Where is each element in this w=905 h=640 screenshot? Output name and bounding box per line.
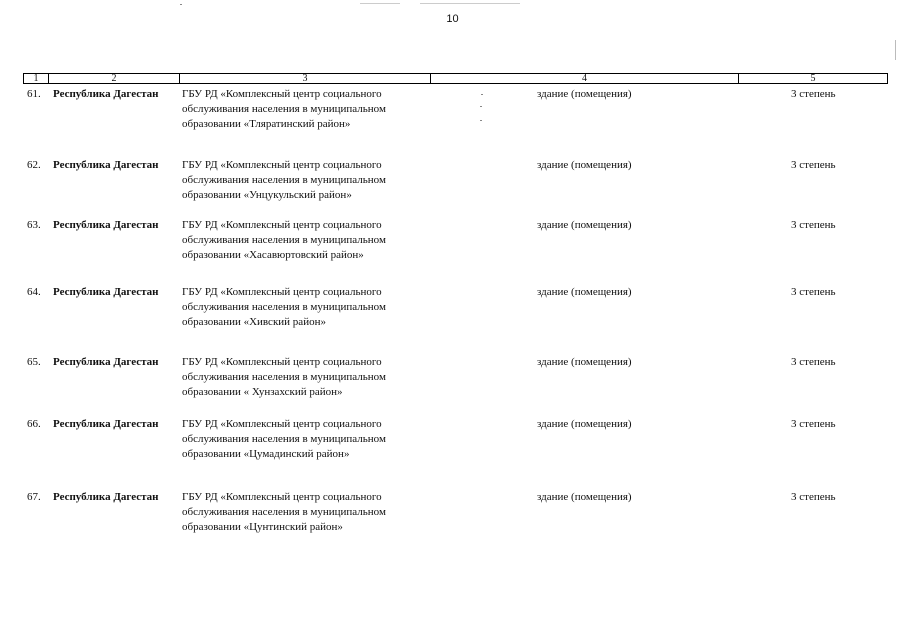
column-header-3: 3 xyxy=(180,74,431,84)
hazard-class: 3 степень xyxy=(791,356,836,368)
row-number: 65. xyxy=(27,356,41,368)
column-header-4: 4 xyxy=(431,74,739,84)
region-name: Республика Дагестан xyxy=(53,219,159,231)
organization-line: обслуживания населения в муниципальном xyxy=(182,174,386,186)
organization-line: ГБУ РД «Комплексный центр социального xyxy=(182,286,382,298)
region-name: Республика Дагестан xyxy=(53,491,159,503)
scan-speck xyxy=(895,40,896,60)
object-type: здание (помещения) xyxy=(537,286,632,298)
organization-line: ГБУ РД «Комплексный центр социального xyxy=(182,159,382,171)
region-name: Республика Дагестан xyxy=(53,356,159,368)
organization-line: образовании «Унцукульский район» xyxy=(182,189,352,201)
organization-name xyxy=(182,490,412,535)
region-name: Республика Дагестан xyxy=(53,88,159,100)
scan-speck xyxy=(481,94,483,95)
organization-name xyxy=(182,355,412,400)
column-header-table xyxy=(23,73,888,84)
organization-line: обслуживания населения в муниципальном xyxy=(182,506,386,518)
organization-line: обслуживания населения в муниципальном xyxy=(182,103,386,115)
row-number: 61. xyxy=(27,88,41,100)
organization-line: образовании «Хивский район» xyxy=(182,316,326,328)
row-number: 64. xyxy=(27,286,41,298)
scan-speck xyxy=(420,3,520,4)
hazard-class: 3 степень xyxy=(791,491,836,503)
row-number: 62. xyxy=(27,159,41,171)
organization-line: обслуживания населения в муниципальном xyxy=(182,301,386,313)
organization-name xyxy=(182,218,412,263)
scan-speck xyxy=(480,120,482,121)
organization-line: ГБУ РД «Комплексный центр социального xyxy=(182,88,382,100)
organization-line: образовании «Тляратинский район» xyxy=(182,118,351,130)
object-type: здание (помещения) xyxy=(537,356,632,368)
region-name: Республика Дагестан xyxy=(53,286,159,298)
organization-line: обслуживания населения в муниципальном xyxy=(182,433,386,445)
hazard-class: 3 степень xyxy=(791,219,836,231)
page-number: 10 xyxy=(446,13,459,25)
hazard-class: 3 степень xyxy=(791,88,836,100)
organization-line: ГБУ РД «Комплексный центр социального xyxy=(182,491,382,503)
region-name: Республика Дагестан xyxy=(53,418,159,430)
organization-name xyxy=(182,87,412,132)
hazard-class: 3 степень xyxy=(791,418,836,430)
organization-line: ГБУ РД «Комплексный центр социального xyxy=(182,356,382,368)
organization-name xyxy=(182,158,412,203)
column-header-1: 1 xyxy=(24,74,49,84)
organization-name xyxy=(182,285,412,330)
organization-line: ГБУ РД «Комплексный центр социального xyxy=(182,418,382,430)
object-type: здание (помещения) xyxy=(537,88,632,100)
organization-line: образовании «Цумадинский район» xyxy=(182,448,350,460)
organization-line: ГБУ РД «Комплексный центр социального xyxy=(182,219,382,231)
hazard-class: 3 степень xyxy=(791,159,836,171)
organization-name xyxy=(182,417,412,462)
organization-line: обслуживания населения в муниципальном xyxy=(182,234,386,246)
scan-speck xyxy=(180,4,182,5)
organization-line: образовании «Хасавюртовский район» xyxy=(182,249,364,261)
row-number: 67. xyxy=(27,491,41,503)
column-header-2: 2 xyxy=(49,74,180,84)
organization-line: образовании «Цунтинский район» xyxy=(182,521,343,533)
scan-speck xyxy=(480,106,482,107)
organization-line: обслуживания населения в муниципальном xyxy=(182,371,386,383)
column-header-row xyxy=(24,74,888,84)
hazard-class: 3 степень xyxy=(791,286,836,298)
row-number: 63. xyxy=(27,219,41,231)
organization-line: образовании « Хунзахский район» xyxy=(182,386,343,398)
scan-speck xyxy=(360,3,400,4)
object-type: здание (помещения) xyxy=(537,159,632,171)
column-header-5: 5 xyxy=(739,74,888,84)
object-type: здание (помещения) xyxy=(537,491,632,503)
region-name: Республика Дагестан xyxy=(53,159,159,171)
object-type: здание (помещения) xyxy=(537,418,632,430)
object-type: здание (помещения) xyxy=(537,219,632,231)
row-number: 66. xyxy=(27,418,41,430)
